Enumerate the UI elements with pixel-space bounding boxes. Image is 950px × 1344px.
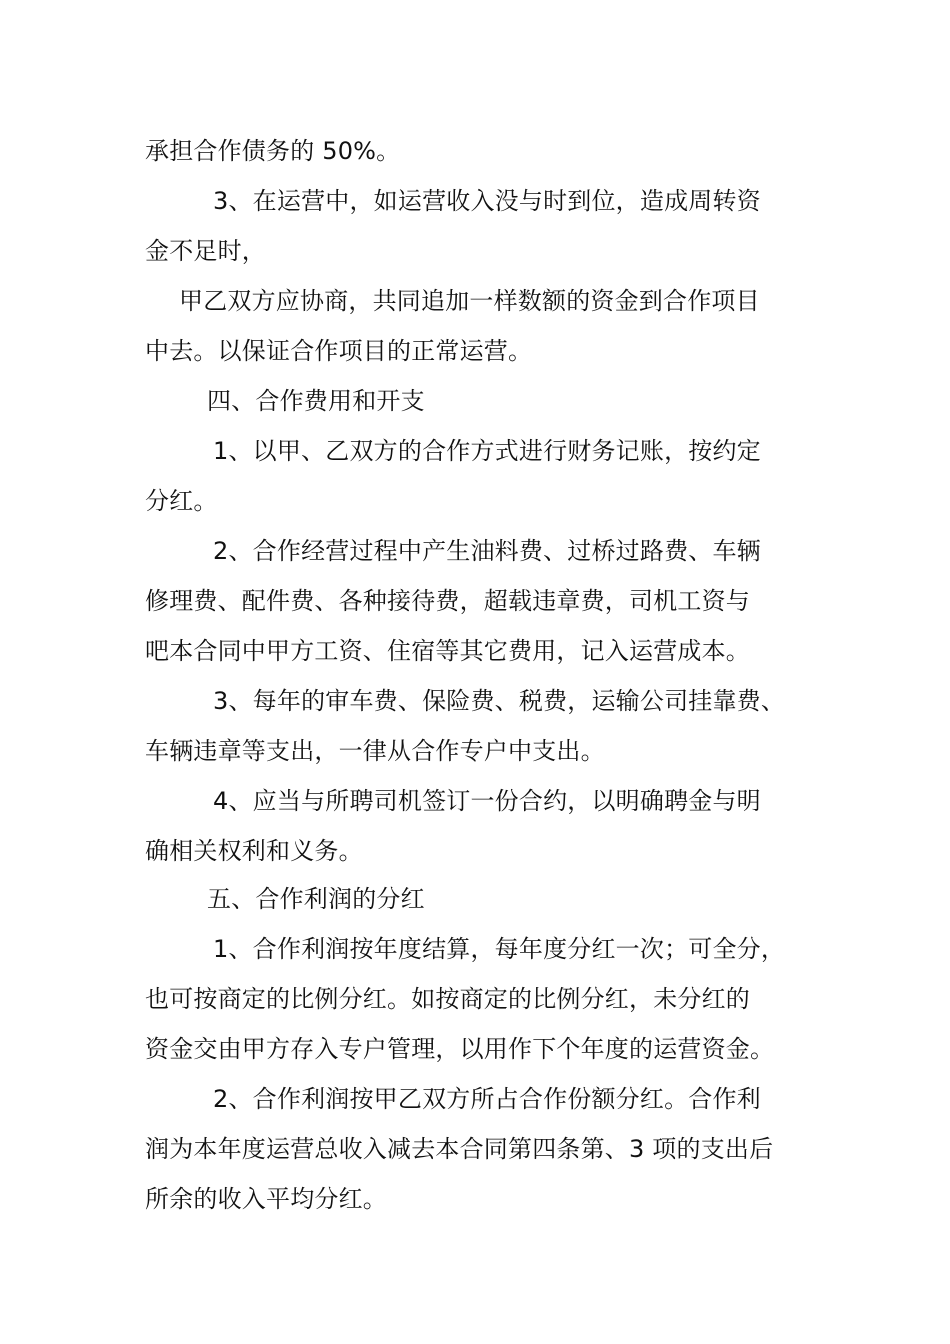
text-line: 金不足时， (145, 237, 266, 265)
text-line: 1、合作利润按年度结算，每年度分红一次；可全分， (213, 935, 786, 963)
text-line: 润为本年度运营总收入减去本合同第四条第、3 项的支出后 (145, 1135, 774, 1163)
text-line: 修理费、配件费、各种接待费，超载违章费，司机工资与 (145, 587, 750, 615)
text-line: 确相关权利和义务。 (145, 837, 363, 865)
text-line: 吧本合同中甲方工资、住宿等其它费用，记入运营成本。 (145, 637, 750, 665)
text-line: 也可按商定的比例分红。如按商定的比例分红，未分红的 (145, 985, 750, 1013)
section-heading: 五、合作利润的分红 (207, 885, 425, 913)
text-line: 资金交由甲方存入专户管理，以用作下个年度的运营资金。 (145, 1035, 775, 1063)
text-line: 3、每年的审车费、保险费、税费，运输公司挂靠费、 (213, 687, 786, 715)
text-line: 2、合作经营过程中产生油料费、过桥过路费、车辆 (213, 537, 761, 565)
text-line: 中去。以保证合作项目的正常运营。 (145, 337, 533, 365)
text-line: 2、合作利润按甲乙双方所占合作份额分红。合作利 (213, 1085, 761, 1113)
text-line: 所余的收入平均分红。 (145, 1185, 387, 1213)
text-line: 3、在运营中，如运营收入没与时到位，造成周转资 (213, 187, 761, 215)
text-line: 分红。 (145, 487, 218, 515)
text-line: 车辆违章等支出，一律从合作专户中支出。 (145, 737, 605, 765)
text-line: 1、以甲、乙双方的合作方式进行财务记账，按约定 (213, 437, 761, 465)
text-line: 4、应当与所聘司机签订一份合约，以明确聘金与明 (213, 787, 761, 815)
text-line: 甲乙双方应协商，共同追加一样数额的资金到合作项目 (179, 287, 760, 315)
text-line: 承担合作债务的 50%。 (145, 137, 401, 165)
section-heading: 四、合作费用和开支 (207, 387, 425, 415)
